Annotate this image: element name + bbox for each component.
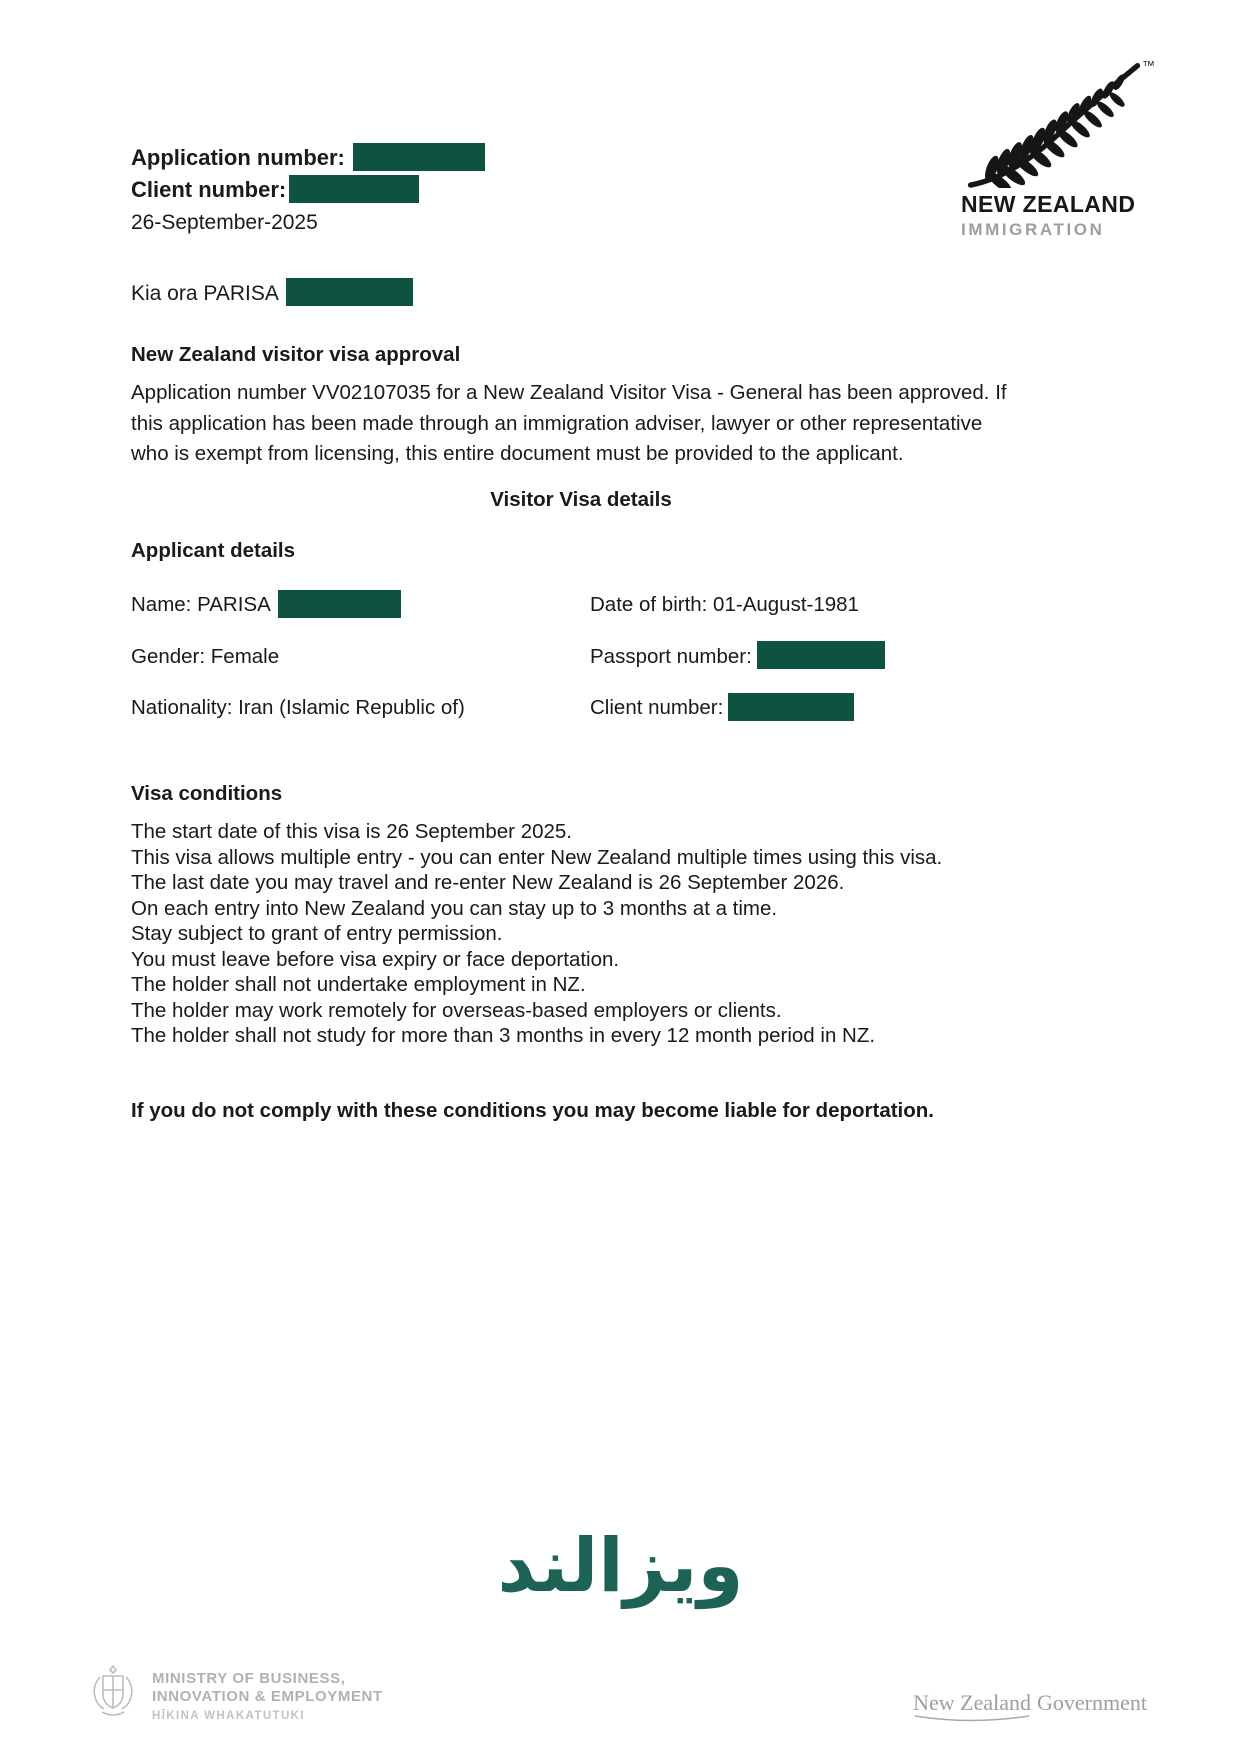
- condition-item: You must leave before visa expiry or face deportation.: [131, 947, 620, 971]
- redacted-name: [278, 590, 401, 618]
- application-number-label: Application number:: [131, 145, 345, 170]
- mbie-line3: HĪKINA WHAKATUTUKI: [152, 1710, 305, 1722]
- field-name: [131, 593, 590, 618]
- condition-item: The holder shall not undertake employment in NZ.: [131, 973, 586, 996]
- field-client-label: Client number:: [590, 696, 724, 720]
- redacted-client-number-2: [728, 693, 854, 721]
- deportation-warning: If you do not comply with these conditions you may become liable for deportation.: [131, 1099, 934, 1122]
- condition-item: The holder shall not study for more than 3 months in every 12 month period in NZ.: [131, 1024, 876, 1047]
- mbie-logo-block: [88, 1664, 383, 1725]
- mbie-line1: MINISTRY OF BUSINESS,: [152, 1670, 346, 1687]
- visa-conditions-section: [131, 782, 1121, 1049]
- field-dob: Date of birth: 01-August-1981: [590, 593, 859, 616]
- greeting-line: [131, 282, 413, 306]
- nz-coat-of-arms-icon: [88, 1664, 138, 1725]
- approval-section: [131, 343, 1015, 470]
- nz-government-wordmark: [913, 1690, 1147, 1718]
- brand-division-text: IMMIGRATION: [961, 220, 1105, 239]
- applicant-details-section: [131, 539, 1121, 721]
- nz-government-part2: Government: [1037, 1690, 1147, 1715]
- letter-date: 26-September-2025: [131, 211, 318, 234]
- letter-header: [131, 142, 485, 235]
- redacted-passport-number: [757, 641, 885, 669]
- field-client: [590, 696, 1121, 721]
- field-nationality: Nationality: Iran (Islamic Republic of): [131, 696, 465, 720]
- field-gender: Gender: Female: [131, 644, 280, 668]
- trademark-symbol: ™: [1142, 58, 1155, 73]
- redacted-application-number: [353, 143, 485, 171]
- application-number-row: [131, 142, 485, 174]
- nz-government-part1: [913, 1690, 1031, 1718]
- brand-name-text: NEW ZEALAND: [961, 191, 1136, 217]
- visa-details-title: Visitor Visa details: [490, 488, 672, 511]
- condition-item: The start date of this visa is 26 September 2025.: [131, 820, 572, 843]
- visaland-logo-text: ويزالند: [497, 1523, 744, 1609]
- greeting-text: Kia ora PARISA: [131, 282, 279, 305]
- visa-conditions-heading: Visa conditions: [131, 782, 283, 805]
- approval-body: Application number VV02107035 for a New Zealand Visitor Visa - General has been approved. If this application has been made through an immigration adviser, lawyer or other representative who is exempt from licensing, this entire document must be provided to the applicant.: [131, 381, 1007, 465]
- applicant-details-heading: Applicant details: [131, 539, 296, 562]
- field-passport-label: Passport number:: [590, 644, 752, 668]
- applicant-details-grid: [131, 593, 1121, 721]
- nz-immigration-logo: [961, 56, 1155, 240]
- redacted-client-number: [289, 175, 419, 203]
- client-number-label: Client number:: [131, 177, 287, 202]
- visa-conditions-list: [131, 819, 1121, 1049]
- mbie-line2: INNOVATION & EMPLOYMENT: [152, 1688, 383, 1705]
- redacted-surname: [286, 278, 413, 306]
- condition-item: The last date you may travel and re-enter New Zealand is 26 September 2026.: [131, 871, 845, 894]
- condition-item: Stay subject to grant of entry permission.: [131, 922, 503, 945]
- silver-fern-icon: [965, 56, 1155, 188]
- silver-fern-svg: [965, 56, 1143, 188]
- approval-heading: New Zealand visitor visa approval: [131, 343, 461, 366]
- nz-government-swoosh: [913, 1713, 1031, 1723]
- nz-government-part1-text: New Zealand: [913, 1690, 1032, 1715]
- condition-item: The holder may work remotely for overseas-based employers or clients.: [131, 998, 782, 1022]
- condition-item: This visa allows multiple entry - you can enter New Zealand multiple times using this visa.: [131, 845, 943, 869]
- field-passport: [590, 645, 1121, 670]
- mbie-text-block: [152, 1670, 383, 1722]
- field-name-label: Name: PARISA: [131, 593, 271, 616]
- condition-item: On each entry into New Zealand you can stay up to 3 months at a time.: [131, 896, 778, 920]
- footer: [88, 1664, 1147, 1725]
- client-number-row: [131, 174, 485, 206]
